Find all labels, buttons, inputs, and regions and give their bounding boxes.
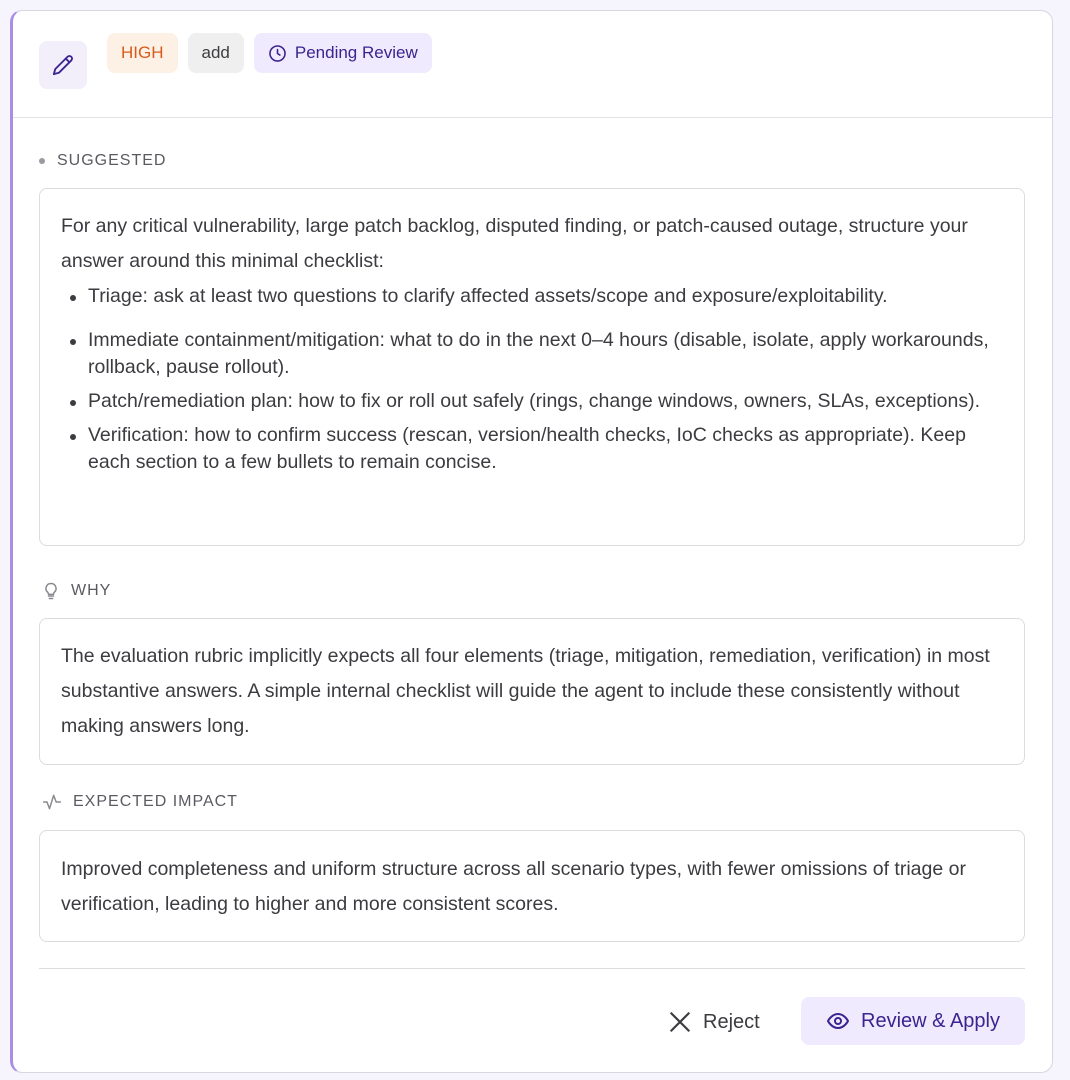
suggested-checklist: [61, 283, 1003, 476]
suggested-intro: For any critical vulnerability, large patch backlog, disputed finding, or patch-caused outage, structure your answer around this minimal checklist:: [61, 215, 968, 272]
impact-content-box: [39, 830, 1025, 942]
why-label-text: WHY: [71, 582, 112, 599]
clock-icon: [268, 44, 287, 63]
list-item: Verification: how to confirm success (rescan, version/health checks, IoC checks as appropriate). Keep each section to a few bullets to remain concise.: [61, 422, 1003, 476]
close-icon: [667, 1009, 693, 1035]
lightbulb-icon: [41, 580, 61, 602]
edit-button[interactable]: [39, 41, 87, 89]
impact-label-text: EXPECTED IMPACT: [73, 793, 238, 810]
why-section-label: [41, 580, 111, 602]
suggested-section-label: [39, 152, 166, 170]
activity-icon: [41, 792, 63, 812]
badge-row: [107, 33, 432, 73]
pencil-icon: [52, 54, 74, 76]
impact-section-label: [41, 792, 238, 812]
eye-icon: [826, 1009, 850, 1033]
list-item: Patch/remediation plan: how to fix or roll out safely (rings, change windows, owners, SLAs, exceptions).: [61, 388, 1003, 415]
why-content-box: [39, 618, 1025, 765]
suggested-content-box: [39, 188, 1025, 546]
reject-button[interactable]: [663, 999, 764, 1045]
priority-badge: HIGH: [107, 33, 178, 73]
list-item: Triage: ask at least two questions to clarify affected assets/scope and exposure/exploitability.: [61, 283, 1003, 310]
suggestion-card: [10, 10, 1053, 1073]
impact-text: Improved completeness and uniform structure across all scenario types, with fewer omissions of triage or verification, leading to higher and more consistent scores.: [61, 858, 966, 915]
list-item: Immediate containment/mitigation: what to do in the next 0–4 hours (disable, isolate, apply workarounds, rollback, pause rollout).: [61, 327, 1003, 381]
bullet-dot-icon: [39, 158, 45, 164]
suggested-label-text: SUGGESTED: [57, 152, 167, 169]
status-badge: [254, 33, 432, 73]
review-apply-button[interactable]: [801, 997, 1025, 1045]
review-apply-label: Review & Apply: [861, 1009, 1000, 1032]
card-header: [13, 11, 1052, 118]
status-badge-label: Pending Review: [294, 43, 418, 62]
type-badge: add: [188, 33, 244, 73]
reject-label: Reject: [703, 1010, 760, 1033]
footer-divider: [39, 968, 1025, 969]
why-text: The evaluation rubric implicitly expects all four elements (triage, mitigation, remediation, verification) in most substantive answers. A simple internal checklist will guide the agent to include these consistently without making answers long.: [61, 645, 990, 737]
